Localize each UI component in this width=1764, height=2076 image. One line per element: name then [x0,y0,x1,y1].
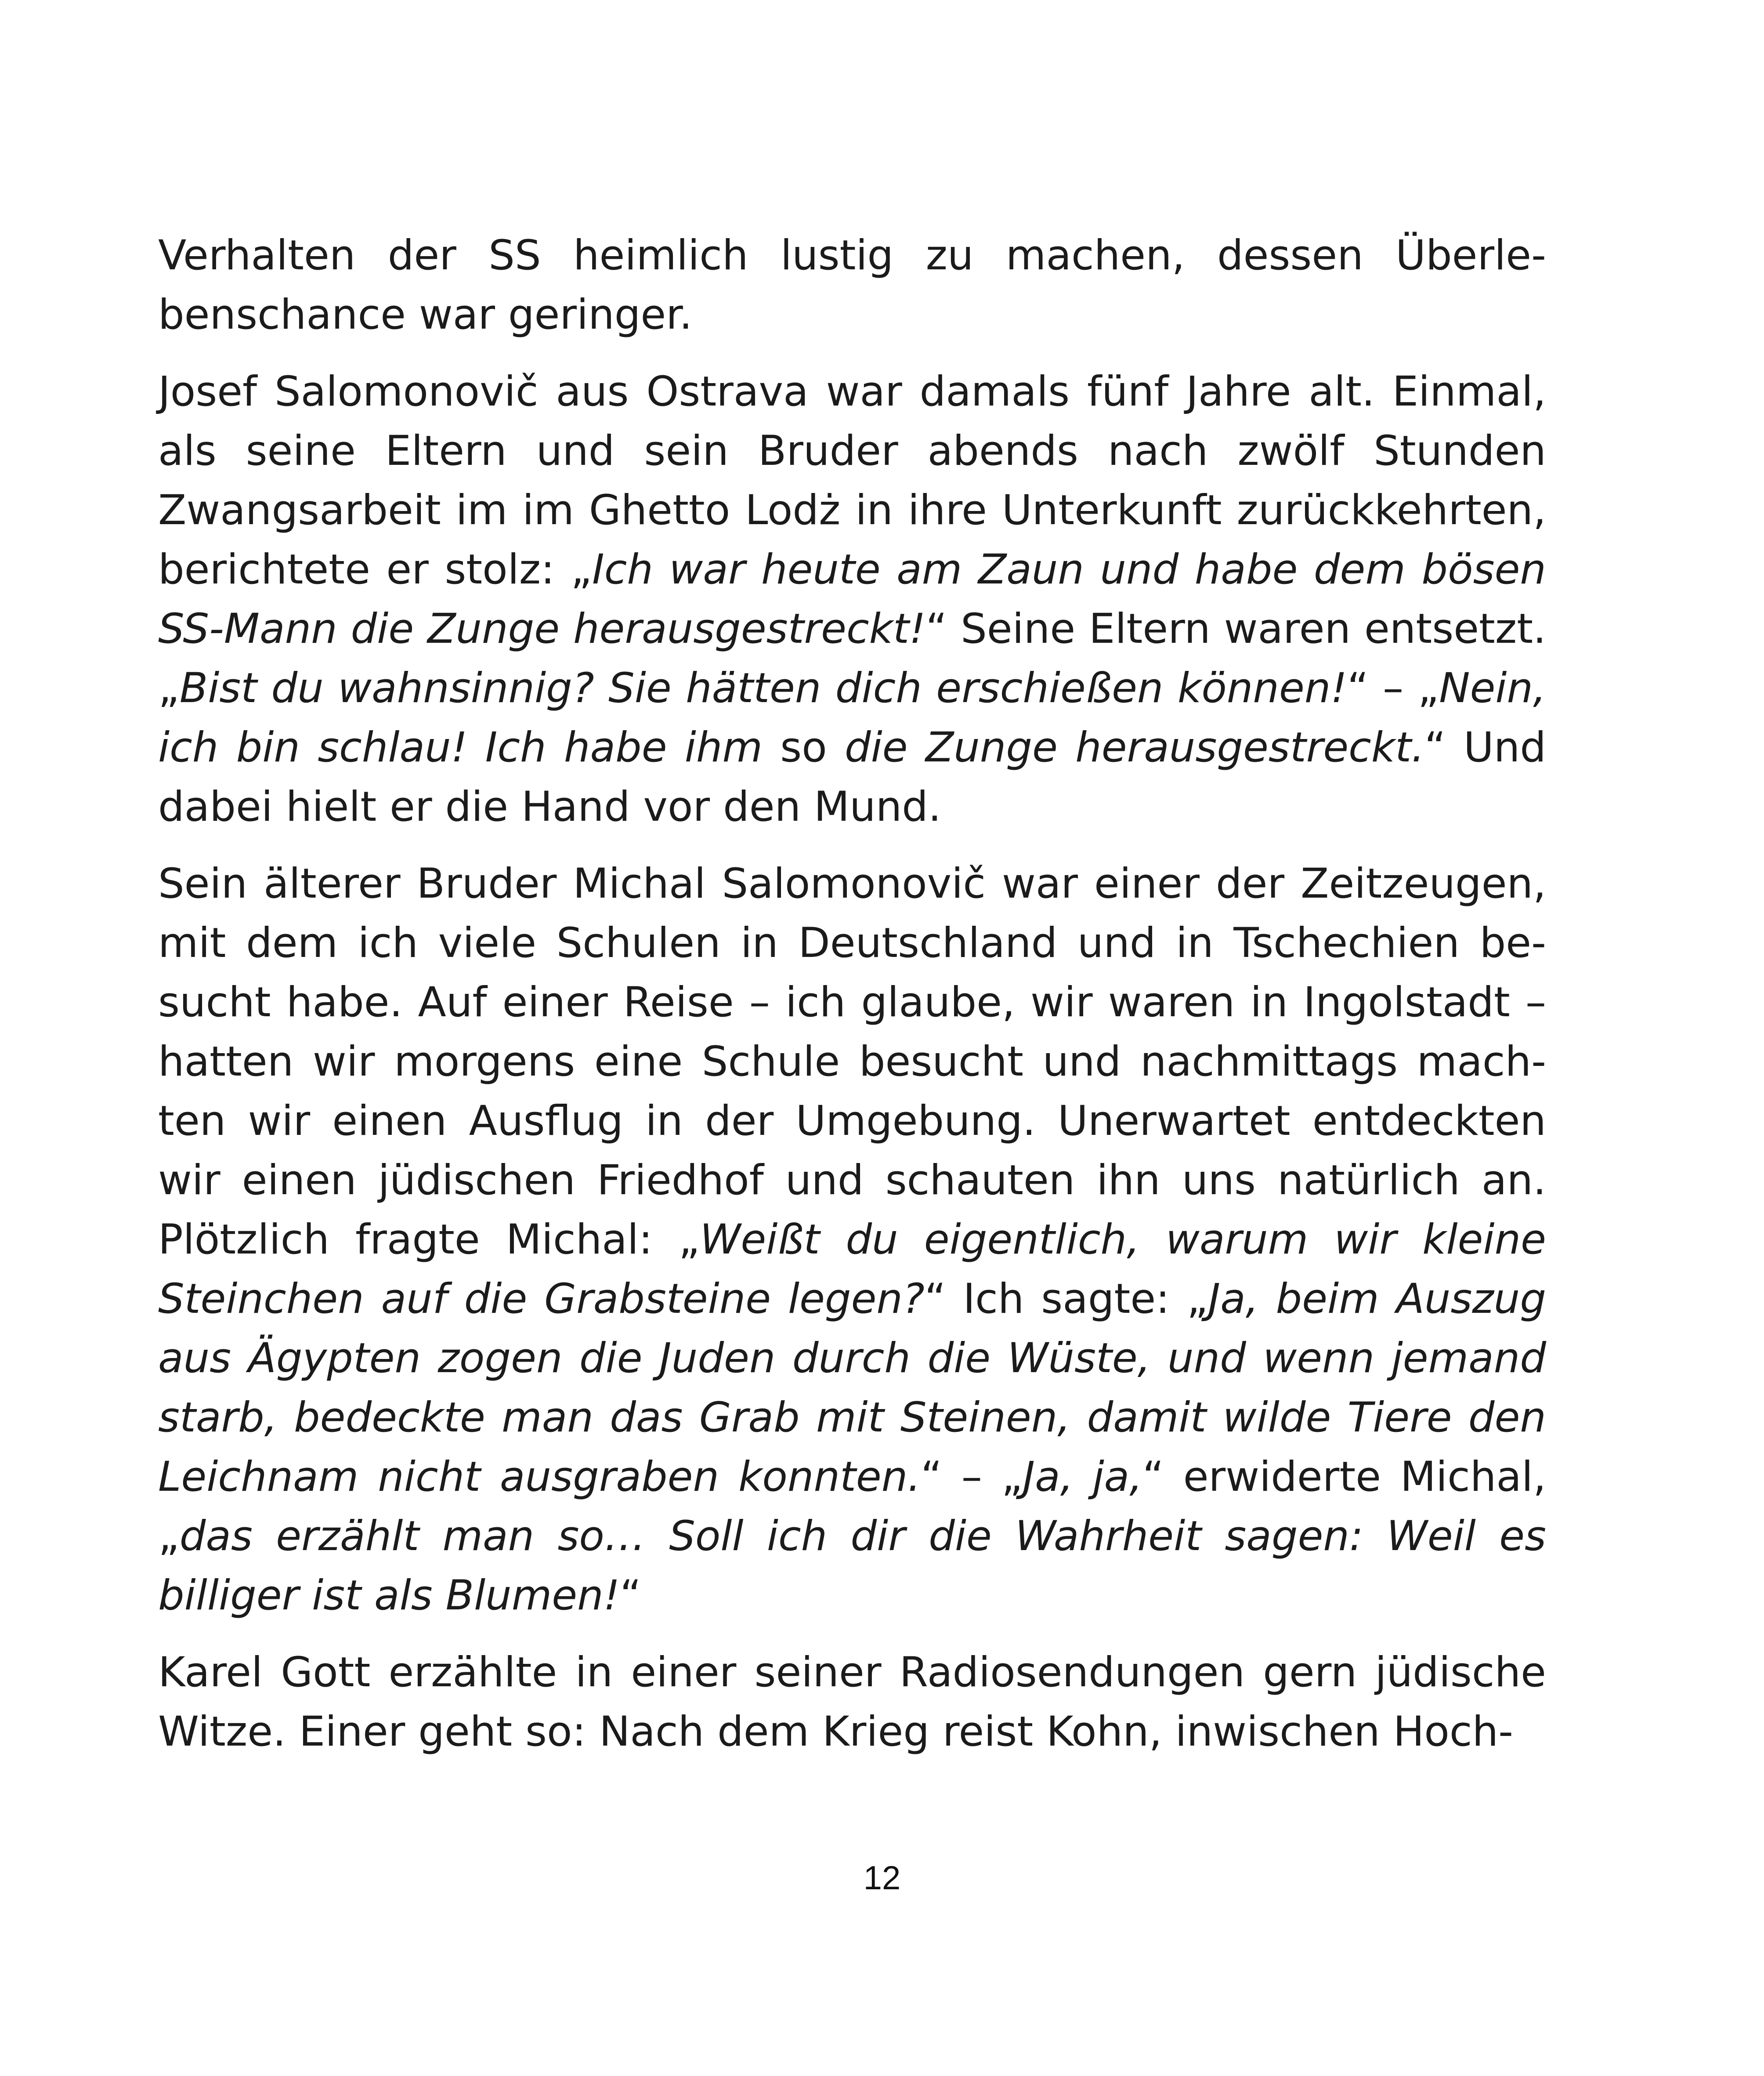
quote-italic: Ja, ja, [1023,1453,1143,1501]
text-run: “ Und dabei hielt er die Hand vor den Mund. [158,724,1547,831]
paragraph-3 [158,854,1546,1625]
paragraph-1 [158,226,1546,344]
quote-italic: das erzählt man so… Soll ich dir die Wahrheit sagen: Weil es billiger ist als Blumen! [158,1512,1546,1619]
quote-italic: Weißt du eigentlich, warum wir kleine Steinchen auf die Grabsteine legen? [158,1216,1546,1323]
page-body [158,226,1546,1779]
text-run: “ [620,1572,642,1619]
text-run: Karel Gott erzählte in einer seiner Radiosendungen gern jüdische Witze. Einer geht so: Nach dem Krieg reist Kohn, inwischen Hoch- [158,1648,1546,1756]
text-run: so [763,724,845,772]
text-run: “ erwiderte Michal, „ [158,1453,1547,1560]
paragraph-4 [158,1643,1546,1761]
quote-italic: Ja, beim Auszug aus Ägypten zogen die Juden durch die Wüste, und wenn jemand starb, bedeckte man das Grab mit Steinen, damit wilde Tiere den Leichnam nicht ausgraben konnten. [158,1275,1547,1501]
page-number: 12 [863,1859,901,1897]
text-run: Sein älterer Bruder Michal Salomonovič war einer der Zeitzeugen, mit dem ich viele Schulen in Deutschland und in Tschechien besucht habe. Auf einer Reise – ich glaube, wir waren in Ingolstadt – hatten wir morgens eine Schule besucht und nachmittags machten wir einen Ausflug in der Umgebung. Unerwartet entdeckten wir einen jüdischen Friedhof und schauten ihn uns natürlich an. Plötzlich fragte Michal: „ [158,860,1546,1264]
text-run: “ – „ [1347,664,1439,712]
text-run: Verhalten der SS heimlich lustig zu machen, dessen Überlebenschance war geringer. [158,232,1546,339]
text-run: Josef Salomonovič aus Ostrava war damals fünf Jahre alt. Einmal, als seine Eltern und sein Bruder abends nach zwölf Stunden Zwangsarbeit im im Ghetto Lodż in ihre Unterkunft zurückkehrten, berichtete er stolz: „ [158,368,1546,594]
paragraph-2 [158,362,1546,837]
text-run: “ Ich sagte: „ [924,1275,1208,1323]
quote-italic: Nein, ich bin schlau! Ich habe ihm [158,664,1547,772]
quote-italic: Ich war heute am Zaun und habe dem bösen SS-Mann die Zunge herausgestreckt! [158,546,1546,653]
quote-italic: die Zunge herausgestreckt. [845,724,1425,772]
quote-italic: Bist du wahnsinnig? Sie hätten dich erschießen können! [179,664,1348,712]
text-run: “ Seine Eltern waren entsetzt. „ [158,605,1546,712]
text-run: “ – „ [921,1453,1023,1501]
